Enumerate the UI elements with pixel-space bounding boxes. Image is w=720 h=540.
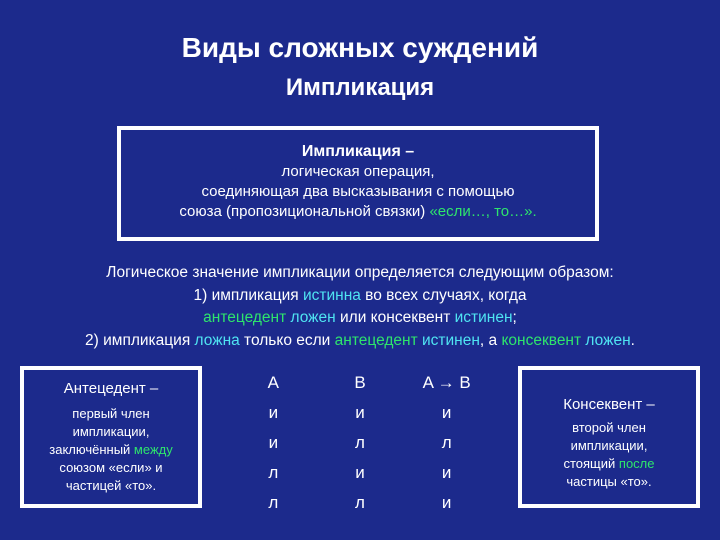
- definition-line-3: [121, 202, 595, 222]
- rule-line-3-end: ;: [512, 309, 517, 326]
- truth-table-cell: и: [441, 463, 452, 482]
- antecedent-desc-5: частицей «то».: [65, 478, 157, 493]
- definition-box-inner: [120, 129, 596, 238]
- rule-line-4-a: 2) импликация: [85, 331, 195, 349]
- rule-line-3-true: истинен: [450, 309, 513, 326]
- rule-line-2-c: во всех случаях, когда: [360, 286, 527, 304]
- consequent-desc-2: импликации,: [570, 438, 648, 453]
- antecedent-heading: Антецедент –: [63, 380, 159, 397]
- slide-title: Виды сложных суждений: [181, 32, 539, 63]
- rule-line-3-antecedent: антецедент: [203, 309, 287, 326]
- definition-box: [117, 126, 599, 241]
- rule-line-3: [0, 307, 720, 330]
- truth-table-cell: и: [268, 433, 279, 452]
- truth-table-cell: и: [441, 403, 452, 422]
- truth-table-cell: л: [441, 433, 452, 452]
- truth-table-cell: и: [268, 403, 279, 422]
- rule-line-4: [0, 330, 720, 353]
- truth-table-cell: л: [268, 493, 279, 512]
- rule-line-1: Логическое значение импликации определяется следующим образом:: [106, 264, 614, 281]
- rule-line-4-f: , а: [479, 331, 502, 349]
- consequent-desc-4: частицы «то».: [566, 474, 652, 489]
- truth-table-cell: и: [355, 403, 365, 422]
- truth-table-cell: л: [268, 463, 279, 482]
- truth-table-cell: и: [355, 463, 365, 482]
- truth-table-cell: л: [355, 433, 365, 452]
- antecedent-desc-4: союзом «если» и: [59, 460, 163, 475]
- consequent-desc-1: второй член: [572, 420, 646, 435]
- truth-table-cell: и: [441, 493, 452, 512]
- antecedent-desc-1: первый член: [72, 406, 150, 421]
- rule-line-2: [0, 285, 720, 308]
- truth-table: [230, 368, 490, 518]
- rule-line-4-false-2: ложен: [581, 331, 631, 349]
- truth-table-row: [230, 488, 490, 518]
- truth-table-row: [230, 398, 490, 428]
- consequent-box-inner: [521, 369, 697, 505]
- rule-line-3-false: ложен: [286, 309, 341, 326]
- rule-line-2-a: 1) импликация: [193, 286, 303, 304]
- rule-paragraph: [0, 262, 720, 352]
- rule-line-2-true: истинна: [302, 286, 361, 304]
- rule-line-4-false: ложна: [194, 331, 240, 349]
- consequent-box: [518, 366, 700, 508]
- definition-line-3-plain: союза (пропозициональной связки): [179, 203, 430, 220]
- consequent-description: [522, 419, 696, 491]
- rule-line-4-true: истинен: [417, 331, 480, 349]
- antecedent-desc-3-between: между: [133, 442, 173, 457]
- truth-table-cell: л: [355, 493, 365, 512]
- truth-table-row: [230, 428, 490, 458]
- truth-table-header-row: [230, 368, 490, 398]
- consequent-desc-3-after: после: [618, 456, 655, 471]
- definition-line-2: соединяющая два высказывания с помощью: [201, 183, 515, 200]
- rule-line-4-consequent: консеквент: [501, 331, 582, 349]
- rule-line-3-or: или консеквент: [340, 309, 451, 326]
- rule-line-4-c: только если: [239, 331, 335, 349]
- truth-table-header-b: B: [354, 373, 366, 392]
- rule-line-4-antecedent: антецедент: [334, 331, 418, 349]
- consequent-heading: Консеквент –: [563, 396, 655, 413]
- truth-table-header-a: A: [267, 373, 279, 392]
- definition-line-3-conjunction: «если…, то…».: [429, 203, 537, 220]
- truth-table-row: [230, 458, 490, 488]
- definition-term: Импликация –: [301, 143, 415, 160]
- antecedent-desc-3-plain: заключённый: [49, 442, 134, 457]
- antecedent-desc-3: [24, 441, 198, 459]
- antecedent-box: [20, 366, 202, 508]
- consequent-desc-3: [522, 455, 696, 473]
- truth-table-header-implication: A → B: [422, 373, 471, 392]
- antecedent-description: [24, 405, 198, 495]
- antecedent-box-inner: [23, 369, 199, 505]
- definition-line-1: логическая операция,: [281, 163, 435, 180]
- rule-line-4-end: .: [630, 331, 635, 349]
- antecedent-desc-2: импликации,: [72, 424, 150, 439]
- slide-subtitle: Импликация: [285, 74, 435, 101]
- consequent-desc-3-plain: стоящий: [563, 456, 619, 471]
